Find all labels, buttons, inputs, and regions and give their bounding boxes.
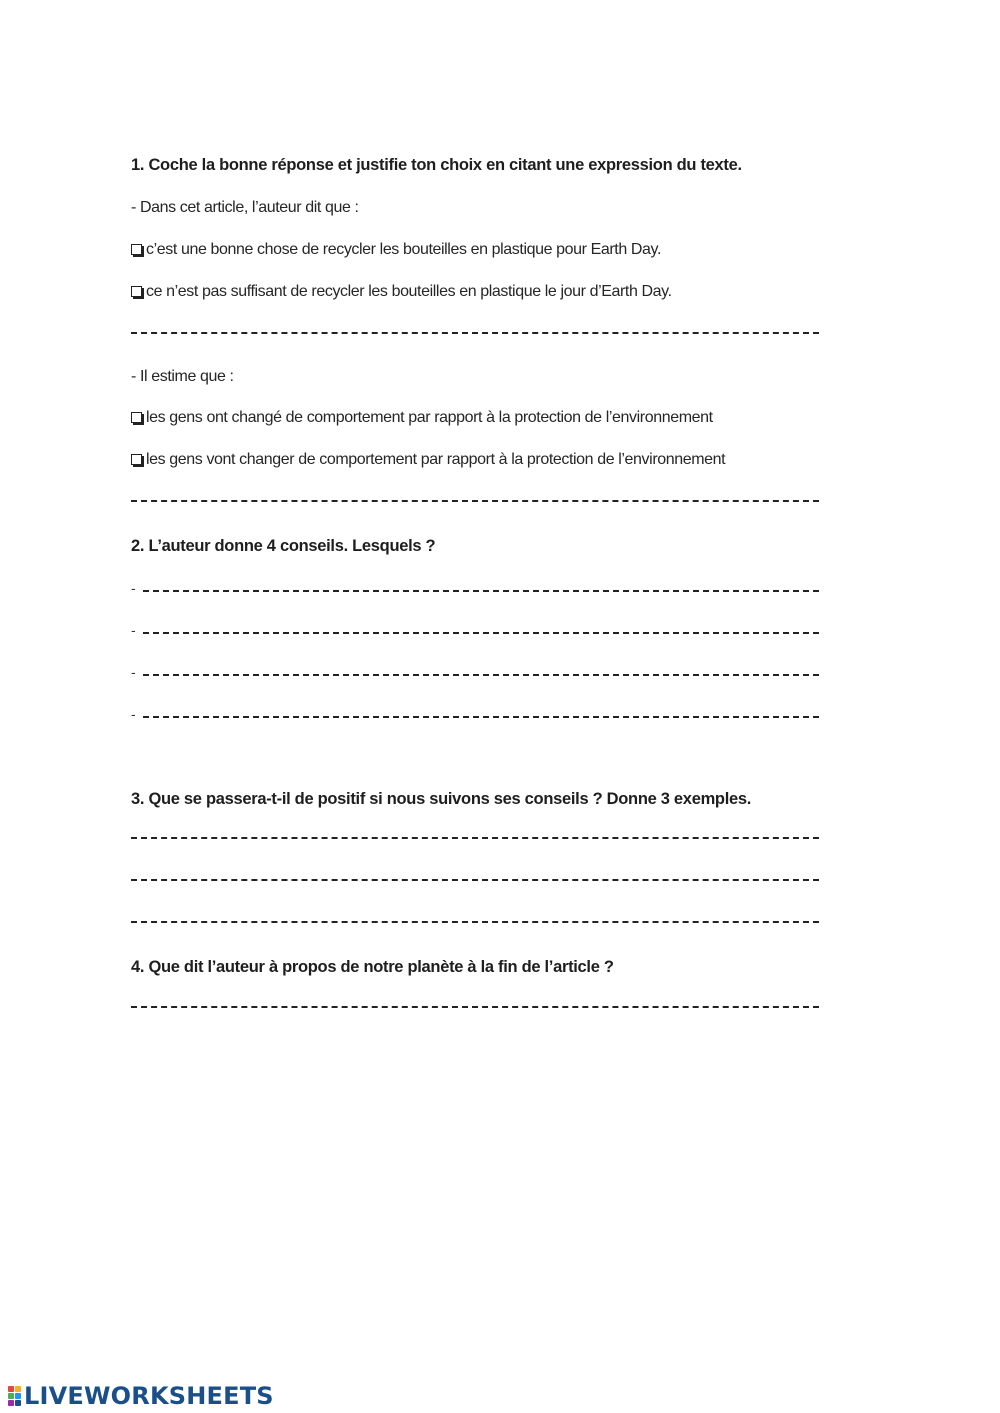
question-3-title: 3. Que se passera-t-il de positif si nous suivons ses conseils ? Donne 3 exemples. xyxy=(131,790,752,808)
answer-line-1a[interactable] xyxy=(131,332,819,334)
bullet-dash: - xyxy=(131,706,136,722)
option-1b-2-label: les gens vont changer de comportement par rapport à la protection de l’environnement xyxy=(146,451,726,468)
option-1a-2[interactable] xyxy=(131,283,672,301)
option-1b-1-label: les gens ont changé de comportement par rapport à la protection de l’environnement xyxy=(146,409,713,426)
question-1-title: 1. Coche la bonne réponse et justifie ton choix en citant une expression du texte. xyxy=(131,156,742,174)
bullet-dash: - xyxy=(131,664,136,680)
checkbox-icon[interactable] xyxy=(131,286,142,297)
answer-line-3-1[interactable] xyxy=(131,837,819,839)
option-1a-2-label: ce n’est pas suffisant de recycler les bouteilles en plastique le jour d’Earth Day. xyxy=(146,283,672,300)
question-1b-intro: - Il estime que : xyxy=(131,368,234,385)
logo-tile xyxy=(15,1386,21,1392)
logo-tile xyxy=(15,1393,21,1399)
option-1a-1[interactable] xyxy=(131,241,661,259)
bullet-dash: - xyxy=(131,580,136,596)
question-1a-intro: - Dans cet article, l’auteur dit que : xyxy=(131,199,359,216)
answer-line-2-3[interactable] xyxy=(131,660,819,678)
answer-line-3-2[interactable] xyxy=(131,879,819,881)
checkbox-icon[interactable] xyxy=(131,244,142,255)
option-1b-1[interactable] xyxy=(131,409,713,427)
logo-tile xyxy=(8,1400,14,1406)
logo-tile xyxy=(15,1400,21,1406)
option-1b-2[interactable] xyxy=(131,451,725,469)
liveworksheets-logo xyxy=(8,1382,274,1410)
bullet-dash: - xyxy=(131,622,136,638)
question-2-title: 2. L’auteur donne 4 conseils. Lesquels ? xyxy=(131,537,436,555)
answer-line-2-1[interactable] xyxy=(131,576,819,594)
logo-icon xyxy=(8,1386,21,1406)
logo-tile xyxy=(8,1393,14,1399)
answer-line-2-4[interactable] xyxy=(131,702,819,720)
logo-tile xyxy=(8,1386,14,1392)
checkbox-icon[interactable] xyxy=(131,412,142,423)
question-4-title: 4. Que dit l’auteur à propos de notre planète à la fin de l’article ? xyxy=(131,958,614,976)
answer-line-1b[interactable] xyxy=(131,500,819,502)
answer-line-4[interactable] xyxy=(131,1006,819,1008)
answer-line-2-2[interactable] xyxy=(131,618,819,636)
option-1a-1-label: c’est une bonne chose de recycler les bouteilles en plastique pour Earth Day. xyxy=(146,241,662,258)
answer-line-3-3[interactable] xyxy=(131,921,819,923)
checkbox-icon[interactable] xyxy=(131,454,142,465)
brand-name: LIVEWORKSHEETS xyxy=(24,1382,274,1410)
